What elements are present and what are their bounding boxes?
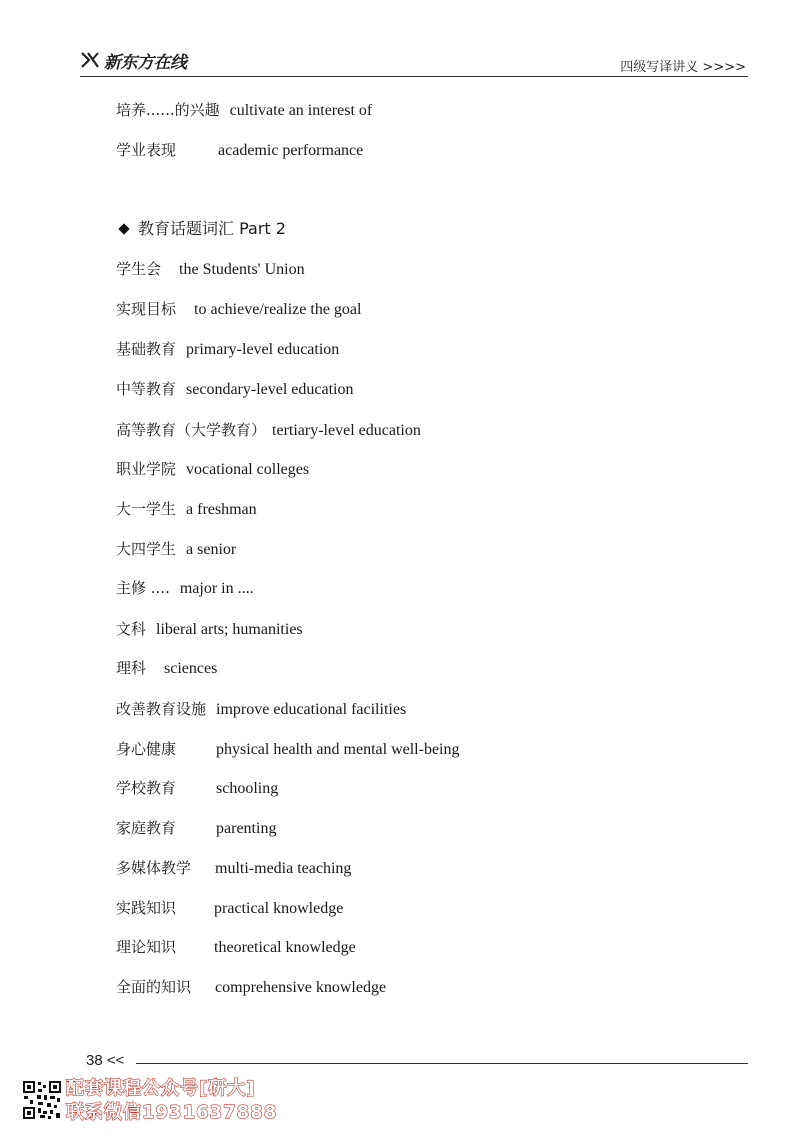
- diamond-bullet-icon: [118, 223, 129, 234]
- chinese-term: 大一学生: [116, 500, 177, 518]
- vocab-entry: [116, 537, 236, 561]
- english-term: sciences: [164, 660, 218, 677]
- english-term: multi-media teaching: [215, 860, 352, 877]
- chinese-term: 全面的知识: [116, 978, 192, 996]
- brand-logo-text: 新东方在线: [104, 52, 187, 73]
- vocab-entry: [116, 776, 278, 800]
- english-term: parenting: [216, 820, 277, 837]
- english-term: the Students' Union: [179, 261, 305, 278]
- chinese-term: 理论知识: [116, 938, 177, 956]
- brand-logo: [80, 48, 187, 72]
- vocab-entry: [116, 737, 460, 761]
- english-term: primary-level education: [186, 341, 340, 358]
- english-term: a freshman: [186, 501, 257, 518]
- vocab-entry: [116, 896, 343, 920]
- qr-code-icon: [22, 1080, 62, 1120]
- chinese-term: 学生会: [116, 260, 162, 278]
- vocab-entry: [116, 497, 257, 521]
- promo-line-1: 配套课程公众号[研大]: [66, 1078, 256, 1099]
- english-term: schooling: [216, 780, 279, 797]
- english-term: cultivate an interest of: [229, 102, 373, 119]
- vocab-entry: [116, 656, 217, 680]
- chinese-term: 学校教育: [116, 779, 177, 797]
- english-term: academic performance: [218, 142, 364, 159]
- chinese-term: 实现目标: [116, 300, 177, 318]
- promo-line-2: 联系微信1931637888: [66, 1102, 278, 1123]
- vocab-entry: [116, 138, 363, 162]
- chinese-term: 文科: [116, 620, 147, 638]
- english-term: vocational colleges: [186, 461, 310, 478]
- english-term: major in ....: [179, 580, 254, 597]
- english-term: practical knowledge: [214, 900, 344, 917]
- chinese-term: 理科: [116, 659, 147, 677]
- chinese-term: 身心健康: [116, 740, 177, 758]
- chinese-term: 改善教育设施: [116, 700, 207, 718]
- vocab-entry: [116, 697, 406, 721]
- footer-divider: [136, 1063, 748, 1064]
- vocab-entry: [116, 576, 254, 600]
- brand-logo-icon: [80, 50, 100, 70]
- vocab-entry: [116, 816, 276, 840]
- vocab-entry: [116, 935, 356, 959]
- section-heading: [116, 216, 286, 242]
- chinese-term: 中等教育: [116, 380, 177, 398]
- chinese-term: 基础教育: [116, 340, 177, 358]
- vocab-entry: [116, 617, 303, 641]
- page-number: 38 <<: [86, 1052, 125, 1069]
- vocab-entry: [116, 98, 372, 122]
- chinese-term: 家庭教育: [116, 819, 177, 837]
- english-term: improve educational facilities: [216, 701, 407, 718]
- page-header: [80, 44, 748, 78]
- chinese-term: 主修 ....: [116, 579, 170, 597]
- header-divider: [80, 76, 748, 77]
- vocab-entry: [116, 457, 309, 481]
- chinese-term: 高等教育（大学教育）: [116, 421, 267, 439]
- section-title: 教育话题词汇 Part 2: [138, 219, 286, 238]
- english-term: comprehensive knowledge: [215, 979, 387, 996]
- chinese-term: 培养......的兴趣: [116, 101, 220, 119]
- vocab-entry: [116, 257, 305, 281]
- chinese-term: 学业表现: [116, 141, 177, 159]
- vocab-entry: [116, 297, 361, 321]
- chinese-term: 多媒体教学: [116, 859, 192, 877]
- english-term: a senior: [186, 541, 237, 558]
- chinese-term: 大四学生: [116, 540, 177, 558]
- vocab-entry: [116, 418, 421, 442]
- english-term: tertiary-level education: [272, 422, 421, 439]
- chinese-term: 职业学院: [116, 460, 177, 478]
- vocab-entry: [116, 856, 351, 880]
- english-term: to achieve/realize the goal: [194, 301, 362, 318]
- english-term: theoretical knowledge: [214, 939, 356, 956]
- english-term: secondary-level education: [186, 381, 354, 398]
- vocab-entry: [116, 975, 386, 999]
- english-term: liberal arts; humanities: [156, 621, 303, 638]
- vocab-entry: [116, 377, 354, 401]
- chinese-term: 实践知识: [116, 899, 177, 917]
- series-title: 四级写译讲义 >>>>: [620, 60, 746, 75]
- vocab-entry: [116, 337, 339, 361]
- english-term: physical health and mental well-being: [216, 741, 460, 758]
